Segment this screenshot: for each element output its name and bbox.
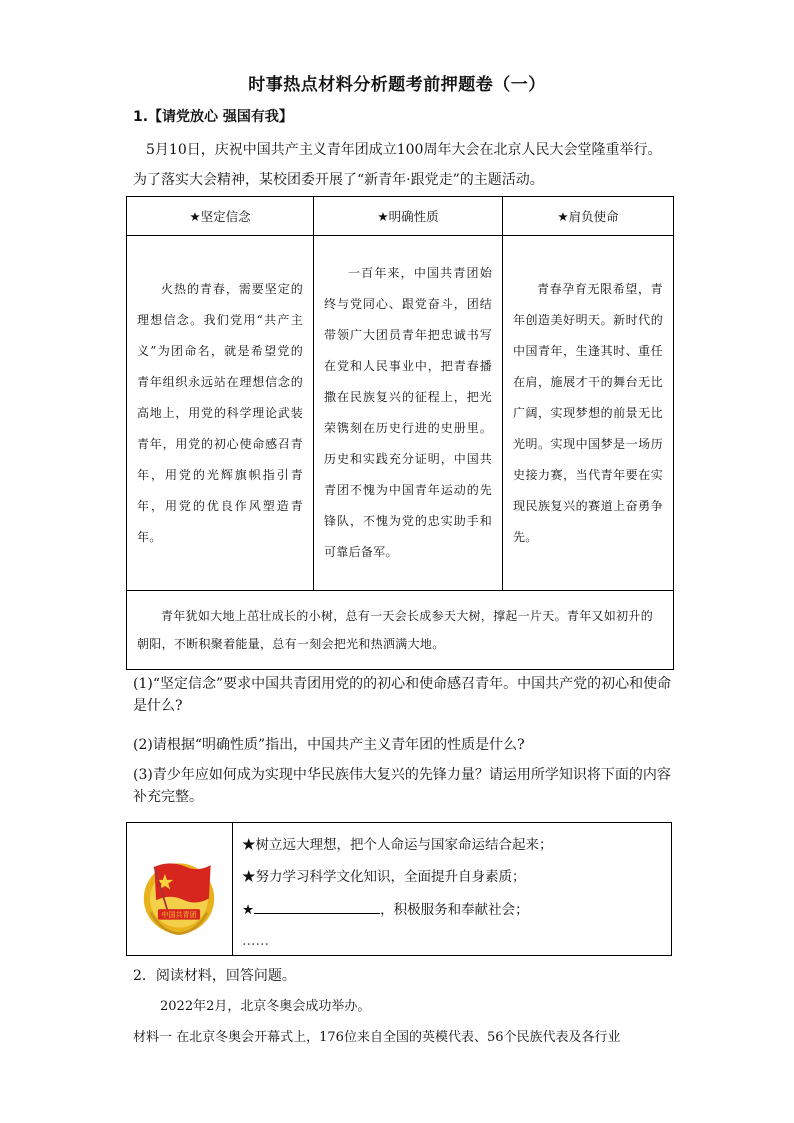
question-2-heading: 2．阅读材料，回答问题。 (133, 968, 296, 984)
table-cell-define-nature (314, 236, 503, 591)
emblem-banner-text: 中国共青团 (161, 910, 197, 919)
answer-box (126, 822, 672, 956)
table-footer-text: 青年犹如大地上茁壮成长的小树，总有一天会长成参天大树，撑起一片天。青年又如初升的朝阳，不断积聚着能量，总有一刻会把光和热洒满大地。 (137, 609, 654, 651)
answer-item-3 (242, 899, 529, 920)
table-header-shoulder-mission: ★肩负使命 (503, 197, 674, 236)
question-1-heading: 1.【请党放心 强国有我】 (133, 109, 293, 125)
activity-table (126, 196, 674, 670)
question-1-intro-line-1: 5月10日，庆祝中国共产主义青年团成立100周年大会在北京人民大会堂隆重举行。 (146, 142, 662, 158)
table-header-firm-belief: ★坚定信念 (127, 197, 314, 236)
question-1-intro-line-2: 为了落实大会精神，某校团委开展了“新青年·跟党走”的主题活动。 (133, 172, 544, 188)
sub-question-2: (2)请根据“明确性质”指出，中国共产主义青年团的性质是什么? (133, 737, 525, 753)
question-2-paragraph-2: 材料一 在北京冬奥会开幕式上，176位来自全国的英模代表、56个民族代表及各行业 (133, 1030, 621, 1045)
answer-item-3-star: ★ (242, 902, 255, 918)
define-nature-text: 一百年来，中国共青团始终与党同心、跟党奋斗，团结带领广大团员青年把忠诚书写在党和人民事业中，把青春播撒在民族复兴的征程上，把光荣镌刻在历史行进的史册里。历史和实践充分证明，中国共青团不愧为中国青年运动的先锋队，不愧为党的忠实助手和可靠后备军。 (324, 266, 492, 559)
sub-question-1: (1)“坚定信念”要求中国共青团用党的的初心和使命感召青年。中国共产党的初心和使命是什么? (133, 676, 672, 714)
table-cell-firm-belief (127, 236, 314, 591)
answer-item-ellipsis: …… (242, 933, 269, 949)
answer-item-2: ★努力学习科学文化知识，全面提升自身素质； (242, 869, 526, 885)
answer-item-3-text: ，积极服务和奉献社会； (380, 902, 529, 918)
answer-item-1: ★树立远大理想，把个人命运与国家命运结合起来； (242, 837, 553, 853)
page-title: 时事热点材料分析题考前押题卷（一） (248, 75, 546, 95)
table-footer (127, 591, 674, 670)
firm-belief-text: 火热的青春，需要坚定的理想信念。我们党用“共产主义”为团命名，就是希望党的青年组织永远站在理想信念的高地上，用党的科学理论武装青年，用党的初心使命感召青年，用党的光辉旗帜指引青年，用党的优良作风塑造青年。 (137, 281, 303, 544)
youth-league-emblem-icon (135, 851, 223, 939)
shoulder-mission-text: 青春孕育无限希望，青年创造美好明天。新时代的中国青年，生逢其时、重任在肩，施展才干的舞台无比广阔，实现梦想的前景无比光明。实现中国梦是一场历史接力赛，当代青年要在实现民族复兴的赛道上奋勇争先。 (513, 281, 663, 544)
table-header-define-nature: ★明确性质 (314, 197, 503, 236)
sub-question-3: (3)青少年应如何成为实现中华民族伟大复兴的先锋力量？请运用所学知识将下面的内容补充完整。 (133, 767, 671, 805)
answer-box-divider (232, 823, 233, 955)
answer-blank-input[interactable] (254, 899, 380, 914)
question-2-paragraph-1: 2022年2月，北京冬奥会成功举办。 (160, 999, 371, 1014)
table-cell-shoulder-mission (503, 236, 674, 591)
